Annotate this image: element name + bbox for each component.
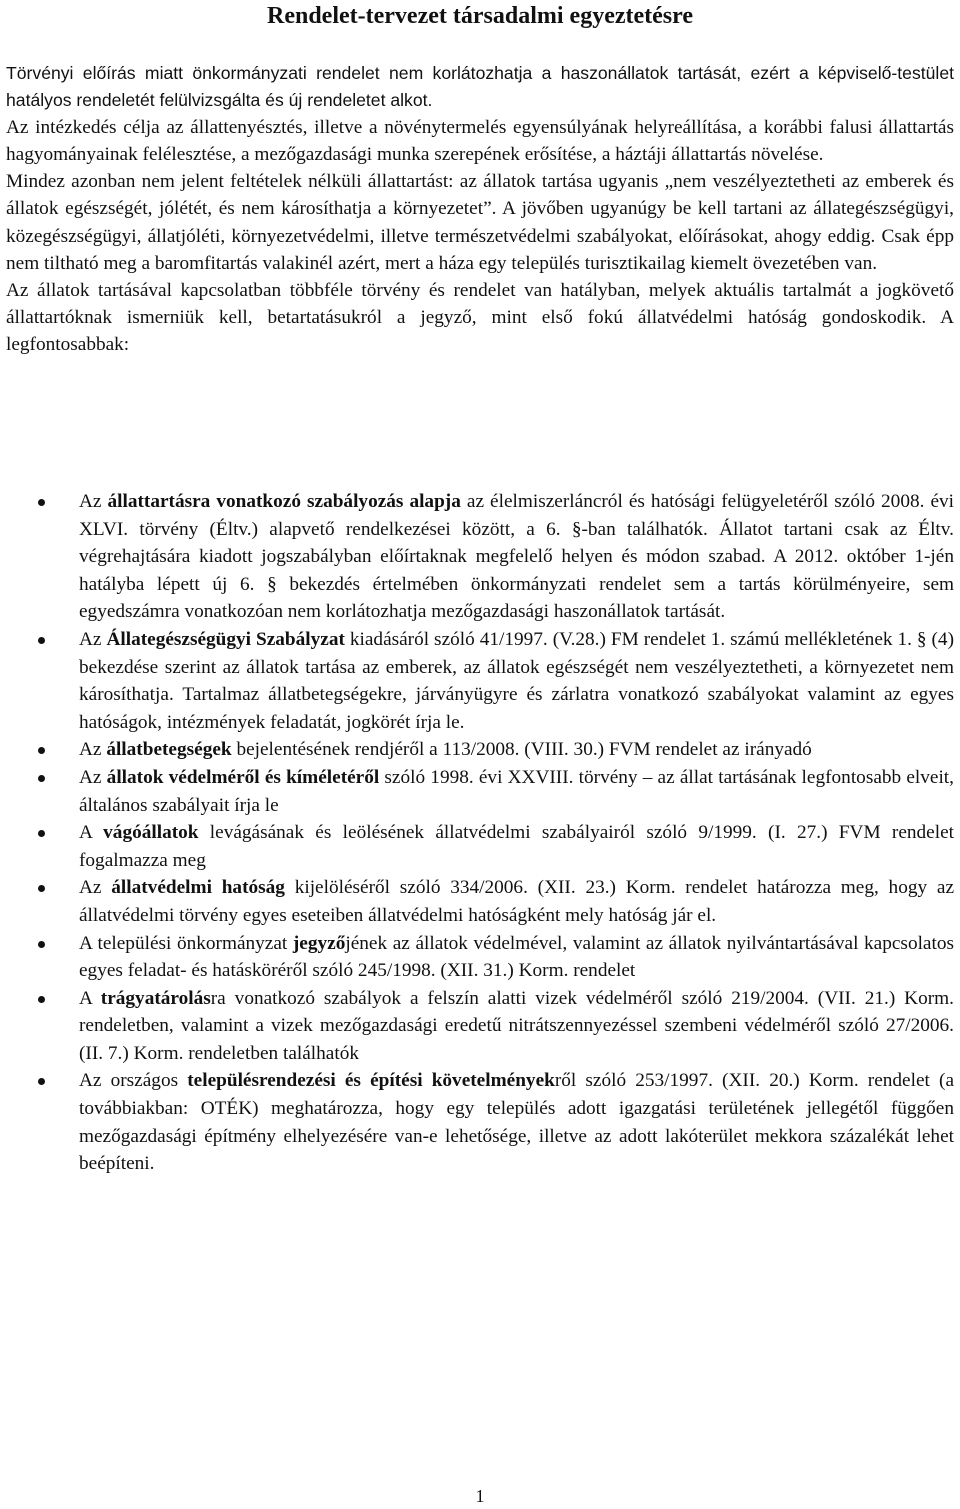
list-item-post: jének az állatok védelmével, valamint az állatok nyilvántartásával kapcsolatos egyes feladat- és hatásköréről szóló 245/1998. (XII. 31.) Korm. rendelet xyxy=(79,932,954,982)
list-item-pre: Az xyxy=(79,766,107,788)
list-item-bold: állatvédelmi hatóság xyxy=(111,877,285,899)
list-item-pre: A települési önkormányzat xyxy=(79,932,293,954)
list-item-pre: Az xyxy=(79,739,107,761)
list-item-pre: A xyxy=(79,822,104,844)
intro-paragraph-1: Törvényi előírás miatt önkormányzati rendelet nem korlátozhatja a haszonállatok tartását, ezért a képviselő-testület hatályos rendeletét felülvizsgálta és új rendeletet alkot. xyxy=(6,63,954,111)
list-item-pre: Az xyxy=(79,491,108,512)
bullet-icon xyxy=(38,996,45,1003)
list-item xyxy=(0,930,954,985)
intro-paragraph-3: Mindez azonban nem jelent feltételek nélküli állattartást: az állatok tartása ugyanis „nem veszélyeztetheti az emberek és állatok egészségét, jólétét, és nem károsíthatja a környezetet”. A jövőben ugyanúgy be kell tartani az állategészségügyi, közegészségügyi, állatjóléti, környezetvédelmi, illetve természetvédelmi szabályokat, előírásokat, ahogy eddig. Csak épp nem tiltható meg a baromfitartás valakinél azért, mert a háza egy település turisztikailag kiemelt övezetében van. xyxy=(6,171,954,274)
list-item xyxy=(0,985,954,1068)
page-number: 1 xyxy=(475,1486,485,1506)
list-item xyxy=(0,626,954,736)
bullet-icon xyxy=(38,747,45,754)
list-item-pre: A xyxy=(79,987,101,1009)
list-item-pre: Az xyxy=(79,628,107,650)
list-item-bold: településrendezési és építési követelmények xyxy=(187,1070,555,1092)
bullet-icon xyxy=(38,941,45,948)
list-item-bold: vágóállatok xyxy=(103,822,199,844)
list-item xyxy=(0,1067,954,1177)
list-item xyxy=(0,764,954,819)
list-item-bold: állattartásra vonatkozó szabályozás alapja xyxy=(107,491,461,512)
bullet-icon xyxy=(38,775,45,782)
list-item xyxy=(0,819,954,874)
list-item-bold: állatbetegségek xyxy=(106,739,232,761)
bullet-icon xyxy=(38,1078,45,1085)
bullet-icon xyxy=(38,885,45,892)
legislation-list xyxy=(0,488,954,1178)
list-item-pre: Az xyxy=(79,877,112,899)
list-item xyxy=(0,874,954,929)
list-item-post: levágásának és leölésének állatvédelmi szabályairól szóló 9/1999. (I. 27.) FVM rendelet fogalmazza meg xyxy=(79,822,954,871)
bullet-icon xyxy=(38,499,45,506)
list-item xyxy=(0,488,954,626)
list-item-bold: állatok védelméről és kíméletéről xyxy=(106,766,380,788)
list-item-bold: trágyatárolás xyxy=(100,987,211,1009)
list-item-bold: jegyző xyxy=(292,932,346,954)
list-item-post: szóló 1998. évi XXVIII. törvény – az állat tartásának legfontosabb elveit, általános szabályait írja le xyxy=(79,766,954,816)
bullet-icon xyxy=(38,637,45,644)
list-item-bold: Állategészségügyi Szabályzat xyxy=(106,628,345,650)
list-item-post: ről szóló 253/1997. (XII. 20.) Korm. rendelet (a továbbiakban: OTÉK) meghatározza, hogy egy település adott igazgatási területének jellegétől függően mezőgazdasági építmény elhelyezésére van-e lehetősége, illetve az adott lakóterület mekkora százalékát lehet beépíteni. xyxy=(79,1070,954,1175)
list-item xyxy=(0,736,954,764)
list-item-pre: Az országos xyxy=(79,1070,188,1092)
list-item-post: kijelöléséről szóló 334/2006. (XII. 23.) Korm. rendelet határozza meg, hogy az állatvédelmi törvény egyes eseteiben állatvédelmi hatóságként mely hatóság jár el. xyxy=(79,877,955,926)
list-item-post: kiadásáról szóló 41/1997. (V.28.) FM rendelet 1. számú mellékletének 1. § (4) bekezdése szerint az állatok tartása az emberek, az állatok egészségét nem veszélyeztetheti, a környezetet nem károsíthatja. Tartalmaz állatbetegségekre, járványügyre és zárlatra vonatkozó szabályokat valamint az egyes hatóságok, intézmények feladatát, jogkörét írja le. xyxy=(79,628,954,733)
intro-section xyxy=(6,60,954,358)
intro-paragraph-4: Az állatok tartásával kapcsolatban többféle törvény és rendelet van hatályban, melyek aktuális tartalmát a jogkövető állattartóknak ismerniük kell, betartatásukról a jegyző, mint első fokú állatvédelmi hatóság gondoskodik. A legfontosabbak: xyxy=(6,279,954,355)
list-item-post: ra vonatkozó szabályok a felszín alatti vizek védelméről szóló 219/2004. (VII. 21.) Korm. rendeletben, valamint a vizek mezőgazdasági eredetű nitrátszennyezéssel szembeni védelméről szóló 27/2006. (II. 7.) Korm. rendeletben találhatók xyxy=(79,987,954,1064)
list-item-post: bejelentésének rendjéről a 113/2008. (VIII. 30.) FVM rendelet az irányadó xyxy=(231,739,812,761)
document-title: Rendelet-tervezet társadalmi egyeztetésre xyxy=(267,3,693,29)
intro-paragraph-2: Az intézkedés célja az állattenyésztés, illetve a növénytermelés egyensúlyának helyreállítása, a korábbi falusi állattartás hagyományainak felélesztése, a mezőgazdasági munka szerepének erősítése, a háztáji állattartás növelése. xyxy=(6,117,954,166)
list-item-post: az élelmiszerláncról és hatósági felügyeletéről szóló 2008. évi XLVI. törvény (Éltv.) alapvető rendelkezései között, a 6. §-ban találhatók. Állatot tartani csak az Éltv. végrehajtására kiadott jogszabályban előírtaknak megfelelő helyen és módon szabad. A 2012. október 1-jén hatályba lépett új 6. § bekezdés értelmében önkormányzati rendelet sem a tartás körülményeire, sem egyedszámra vonatkozóan nem korlátozhatja mezőgazdasági haszonállatok tartását. xyxy=(79,491,955,623)
bullet-icon xyxy=(38,830,45,837)
